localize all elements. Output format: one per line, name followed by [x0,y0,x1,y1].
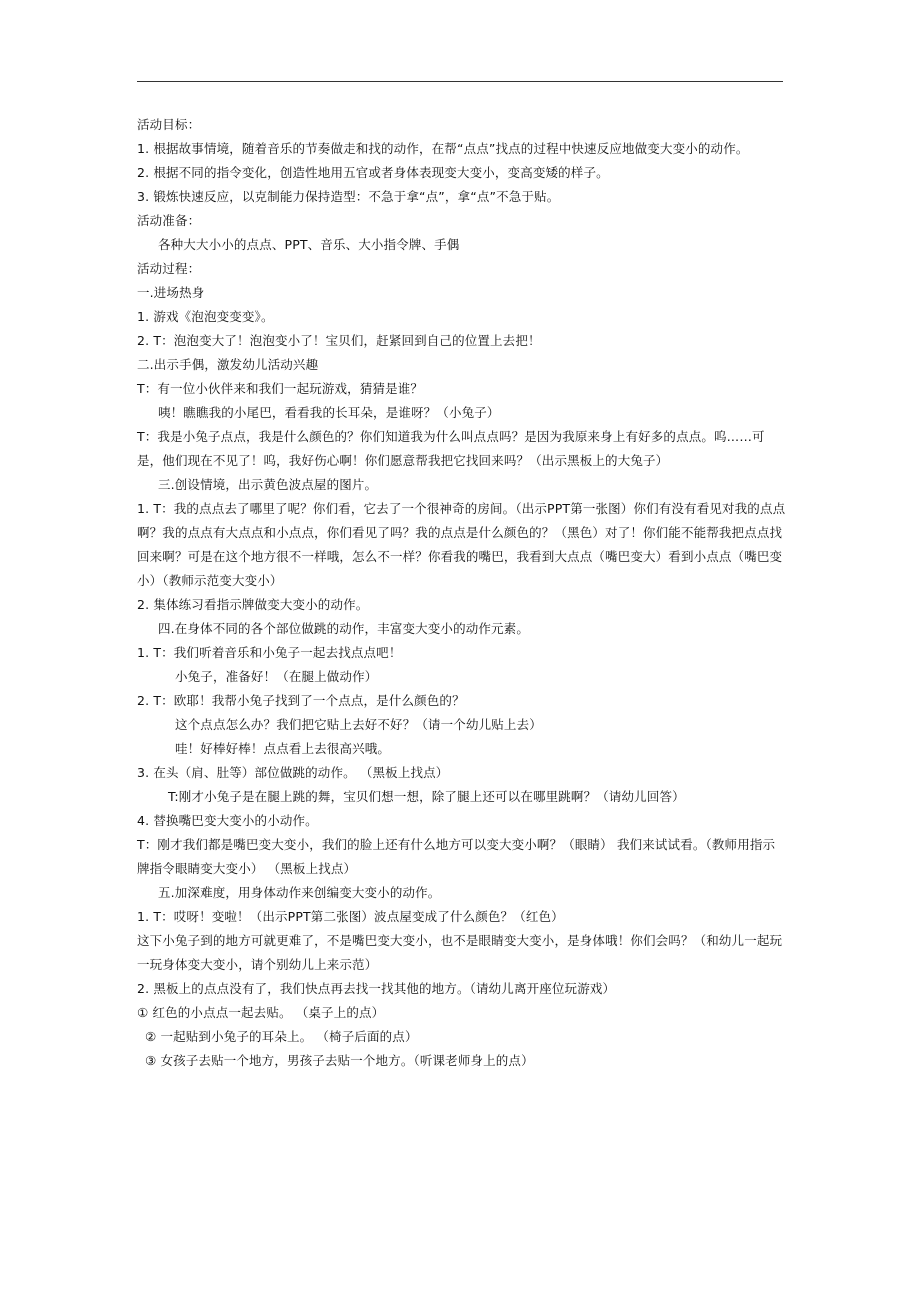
text-line: ① 红色的小点点一起去贴。 （桌子上的点） [137,1005,385,1020]
text-line: 2. 集体练习看指示牌做变大变小的动作。 [137,597,369,612]
header-rule [137,81,783,82]
text-line: T：我是小兔子点点，我是什么颜色的？你们知道我为什么叫点点吗？是因为我原来身上有好多的点点。呜……可是，他们现在不见了！呜，我好伤心啊！你们愿意帮我把它找回来吗？（出示黑板上的大兔子） [137,429,765,468]
text-line: 1. T：我们听着音乐和小兔子一起去找点点吧！ [137,645,402,660]
text-line: 活动准备： [137,213,201,228]
text-line: ② 一起贴到小兔子的耳朵上。 （椅子后面的点） [145,1029,418,1044]
text-line: 哇！好棒好棒！点点看上去很高兴哦。 [175,741,391,756]
text-line: 2. 黑板上的点点没有了，我们快点再去找一找其他的地方。（请幼儿离开座位玩游戏） [137,981,616,996]
text-line: 三.创设情境，出示黄色波点屋的图片。 [158,477,378,492]
text-line: 3. 锻炼快速反应，以克制能力保持造型：不急于拿“点”，拿“点”不急于贴。 [137,189,560,204]
text-line: 这个点点怎么办？我们把它贴上去好不好？（请一个幼儿贴上去） [175,717,542,732]
text-line: 1. 游戏《泡泡变变变》。 [137,309,274,324]
text-line: 活动目标： [137,117,201,132]
text-line: 1. 根据故事情境，随着音乐的节奏做走和找的动作，在帮“点点”找点的过程中快速反应地做变大变小的动作。 [137,141,749,156]
text-line: 各种大大小小的点点、PPT、音乐、大小指令牌、手偶 [158,237,460,252]
text-line: 2. 根据不同的指令变化，创造性地用五官或者身体表现变大变小，变高变矮的样子。 [137,165,609,180]
text-line: 1. T：我的点点去了哪里了呢？你们看，它去了一个很神奇的房间。（出示PPT第一张图）你们有没有看见对我的点点啊？我的点点有大点点和小点点，你们看见了吗？我的点点是什么颜色的？（黑色）对了！你们能不能帮我把点点找回来啊？可是在这个地方很不一样哦，怎么不一样？你看我的嘴巴，我看到大点点（嘴巴变大）看到小点点（嘴巴变小）（教师示范变大变小） [137,501,786,588]
text-line: 4. 替换嘴巴变大变小的小动作。 [137,813,318,828]
document-body [137,113,787,1073]
text-line: 二.出示手偶，激发幼儿活动兴趣 [137,357,319,372]
text-line: 2. T：欧耶！我帮小兔子找到了一个点点，是什么颜色的？ [137,693,465,708]
text-line: 一.进场热身 [137,285,205,300]
text-line: T:刚才小兔子是在腿上跳的舞，宝贝们想一想，除了腿上还可以在哪里跳啊？（请幼儿回答） [168,789,685,804]
text-line: 活动过程： [137,261,201,276]
text-line: 这下小兔子到的地方可就更难了，不是嘴巴变大变小，也不是眼睛变大变小，是身体哦！你们会吗？（和幼儿一起玩一玩身体变大变小，请个别幼儿上来示范） [137,933,783,972]
text-line: T：有一位小伙伴来和我们一起玩游戏，猜猜是谁？ [137,381,424,396]
text-line: 2. T：泡泡变大了！泡泡变小了！宝贝们，赶紧回到自己的位置上去把！ [137,333,541,348]
text-line: 3. 在头（肩、肚等）部位做跳的动作。 （黑板上找点） [137,765,449,780]
text-line: 咦！瞧瞧我的小尾巴，看看我的长耳朵，是谁呀？（小兔子） [158,405,500,420]
text-line: T：刚才我们都是嘴巴变大变小，我们的脸上还有什么地方可以变大变小啊？（眼睛） 我们来试试看。（教师用指示牌指令眼睛变大变小） （黑板上找点） [137,837,776,876]
text-line: 四.在身体不同的各个部位做跳的动作，丰富变大变小的动作元素。 [158,621,529,636]
text-line: 五.加深难度，用身体动作来创编变大变小的动作。 [158,885,441,900]
text-line: ③ 女孩子去贴一个地方，男孩子去贴一个地方。（听课老师身上的点） [145,1053,534,1068]
text-line: 1. T：哎呀！变啦！（出示PPT第二张图）波点屋变成了什么颜色？（红色） [137,909,564,924]
text-line: 小兔子，准备好！（在腿上做动作） [175,669,378,684]
